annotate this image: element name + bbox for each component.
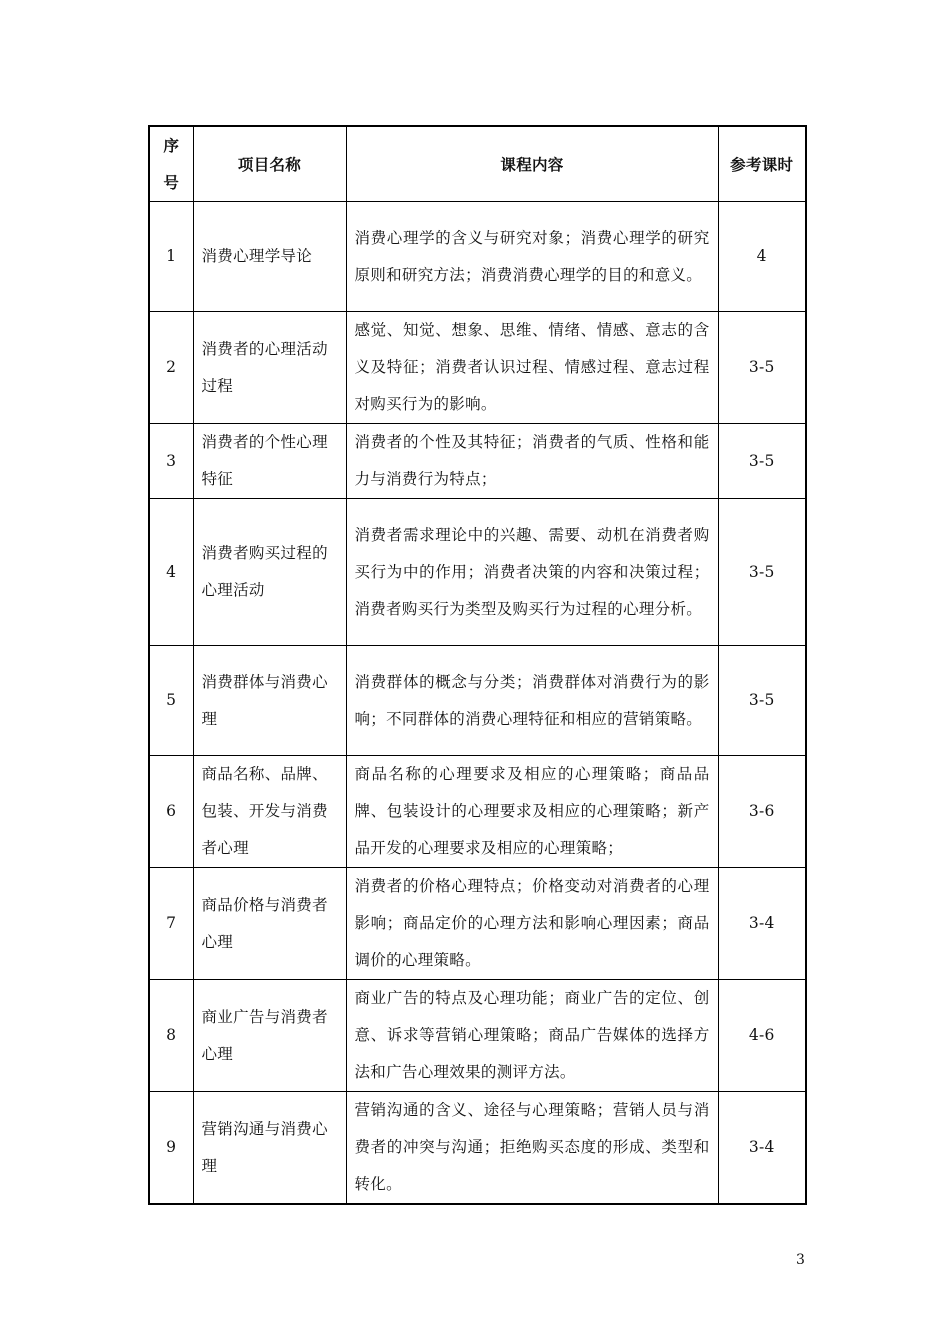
table-row: [149, 312, 806, 424]
table-row: [149, 980, 806, 1092]
row-number: 9: [149, 1092, 193, 1205]
row-number: 2: [149, 312, 193, 424]
header-name: 项目名称: [193, 126, 346, 202]
row-content: 营销沟通的含义、途径与心理策略；营销人员与消费者的冲突与沟通；拒绝购买态度的形成、类型和转化。: [346, 1092, 718, 1205]
page-number: 3: [796, 1252, 805, 1268]
row-name: 商业广告与消费者心理: [193, 980, 346, 1092]
row-number: 1: [149, 202, 193, 312]
row-content: 商业广告的特点及心理功能；商业广告的定位、创意、诉求等营销心理策略；商品广告媒体的选择方法和广告心理效果的测评方法。: [346, 980, 718, 1092]
row-content: 商品名称的心理要求及相应的心理策略；商品品牌、包装设计的心理要求及相应的心理策略；新产品开发的心理要求及相应的心理策略；: [346, 756, 718, 868]
row-hours: 3-6: [718, 756, 806, 868]
course-table: [148, 125, 807, 1205]
row-number: 5: [149, 646, 193, 756]
row-name: 商品价格与消费者心理: [193, 868, 346, 980]
table-row: [149, 1092, 806, 1205]
row-name: 消费心理学导论: [193, 202, 346, 312]
table-row: [149, 499, 806, 646]
row-hours: 4: [718, 202, 806, 312]
table-row: [149, 202, 806, 312]
row-content: 消费群体的概念与分类；消费群体对消费行为的影响；不同群体的消费心理特征和相应的营销策略。: [346, 646, 718, 756]
table-row: [149, 868, 806, 980]
row-hours: 3-5: [718, 424, 806, 499]
table-row: [149, 646, 806, 756]
row-name: 消费者的个性心理特征: [193, 424, 346, 499]
header-hours: 参考课时: [718, 126, 806, 202]
row-name: 商品名称、品牌、包装、开发与消费者心理: [193, 756, 346, 868]
row-name: 消费者购买过程的心理活动: [193, 499, 346, 646]
row-content: 消费者的价格心理特点；价格变动对消费者的心理影响；商品定价的心理方法和影响心理因素；商品调价的心理策略。: [346, 868, 718, 980]
row-name: 营销沟通与消费心理: [193, 1092, 346, 1205]
table-row: [149, 756, 806, 868]
row-name: 消费群体与消费心理: [193, 646, 346, 756]
row-number: 4: [149, 499, 193, 646]
row-number: 6: [149, 756, 193, 868]
row-content: 感觉、知觉、想象、思维、情绪、情感、意志的含义及特征；消费者认识过程、情感过程、意志过程对购买行为的影响。: [346, 312, 718, 424]
row-number: 8: [149, 980, 193, 1092]
row-content: 消费者的个性及其特征；消费者的气质、性格和能力与消费行为特点；: [346, 424, 718, 499]
row-hours: 3-5: [718, 499, 806, 646]
row-hours: 3-5: [718, 312, 806, 424]
row-number: 7: [149, 868, 193, 980]
row-hours: 3-4: [718, 868, 806, 980]
row-hours: 3-4: [718, 1092, 806, 1205]
header-content: 课程内容: [346, 126, 718, 202]
table-header-row: [149, 126, 806, 202]
header-no: 序号: [149, 126, 193, 202]
row-number: 3: [149, 424, 193, 499]
row-name: 消费者的心理活动过程: [193, 312, 346, 424]
table-row: [149, 424, 806, 499]
row-content: 消费心理学的含义与研究对象；消费心理学的研究原则和研究方法；消费消费心理学的目的和意义。: [346, 202, 718, 312]
row-hours: 4-6: [718, 980, 806, 1092]
row-content: 消费者需求理论中的兴趣、需要、动机在消费者购买行为中的作用；消费者决策的内容和决策过程；消费者购买行为类型及购买行为过程的心理分析。: [346, 499, 718, 646]
row-hours: 3-5: [718, 646, 806, 756]
